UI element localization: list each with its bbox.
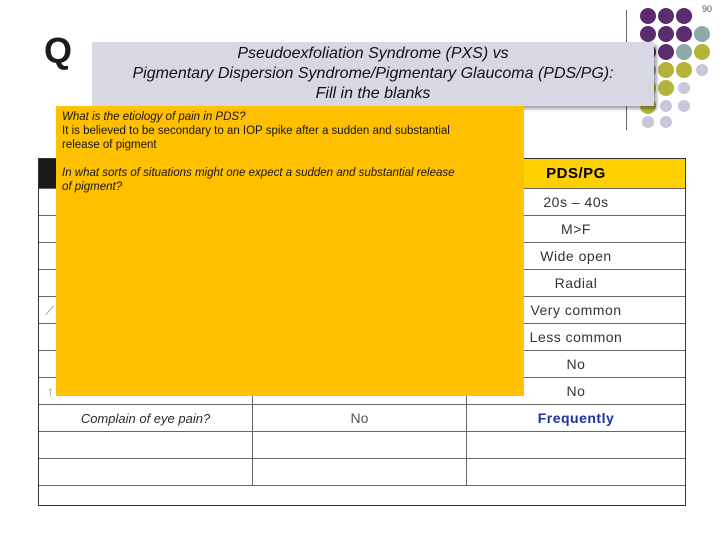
pxs-cell: No [253, 405, 467, 431]
partial-stub-text: ⁄ [39, 297, 253, 323]
slide-title-line: Pigmentary Dispersion Syndrome/Pigmentary Glaucoma (PDS/PG): [132, 65, 614, 82]
question-label: Q [44, 30, 73, 71]
table-cell [39, 432, 253, 458]
decor-dot [678, 100, 690, 112]
slide-title-line: Pseudoexfoliation Syndrome (PXS) vs [237, 45, 509, 62]
table-cell [253, 432, 467, 458]
pdspg-cell: Radial [554, 275, 598, 291]
decor-dot [676, 44, 692, 60]
table-cell [467, 459, 685, 485]
decor-dot [658, 8, 674, 24]
pdspg-cell: Wide open [540, 248, 612, 264]
pdspg-cell: Frequently [537, 410, 615, 426]
row-question: Complain of eye pain? [39, 405, 253, 431]
decor-dot [694, 44, 710, 60]
overlay-answer: release of pigment [62, 139, 157, 151]
table-row [39, 459, 685, 486]
decor-dot [658, 62, 674, 78]
slide-title-line: Fill in the blanks [315, 85, 431, 102]
decor-dot [676, 62, 692, 78]
decor-dot [658, 44, 674, 60]
decor-dot [676, 26, 692, 42]
pdspg-column-header: PDS/PG [467, 159, 685, 188]
table-row [39, 432, 685, 459]
overlay-question: What is the etiology of pain in PDS? [62, 111, 246, 123]
pdspg-cell: Very common [530, 302, 622, 318]
decor-dot [658, 26, 674, 42]
decor-dot [640, 26, 656, 42]
decor-dot [640, 8, 656, 24]
decor-dot [660, 116, 672, 128]
decor-dot [696, 64, 708, 76]
overlay-answer: It is believed to be secondary to an IOP spike after a sudden and substantial [62, 125, 450, 137]
table-cell [253, 459, 467, 485]
decor-dot [642, 116, 654, 128]
decor-dot [660, 100, 672, 112]
pdspg-cell: No [566, 383, 586, 399]
decor-dot [694, 26, 710, 42]
pdspg-cell: M>F [561, 221, 591, 237]
pdspg-cell: Less common [529, 329, 623, 345]
table-row [39, 405, 685, 432]
table-cell [39, 459, 253, 485]
slide-title-box [92, 42, 654, 106]
partial-stub-text: ↑ [39, 378, 253, 404]
table-cell [467, 432, 685, 458]
overlay-question: of pigment? [62, 181, 123, 193]
answer-overlay-box [56, 106, 524, 396]
overlay-question: In what sorts of situations might one expect a sudden and substantial release [62, 167, 455, 179]
decor-dot [676, 8, 692, 24]
pdspg-cell: 20s – 40s [543, 194, 609, 210]
pdspg-cell: No [566, 356, 586, 372]
page-number: 90 [701, 4, 712, 14]
decor-dot [678, 82, 690, 94]
decor-dot [658, 80, 674, 96]
